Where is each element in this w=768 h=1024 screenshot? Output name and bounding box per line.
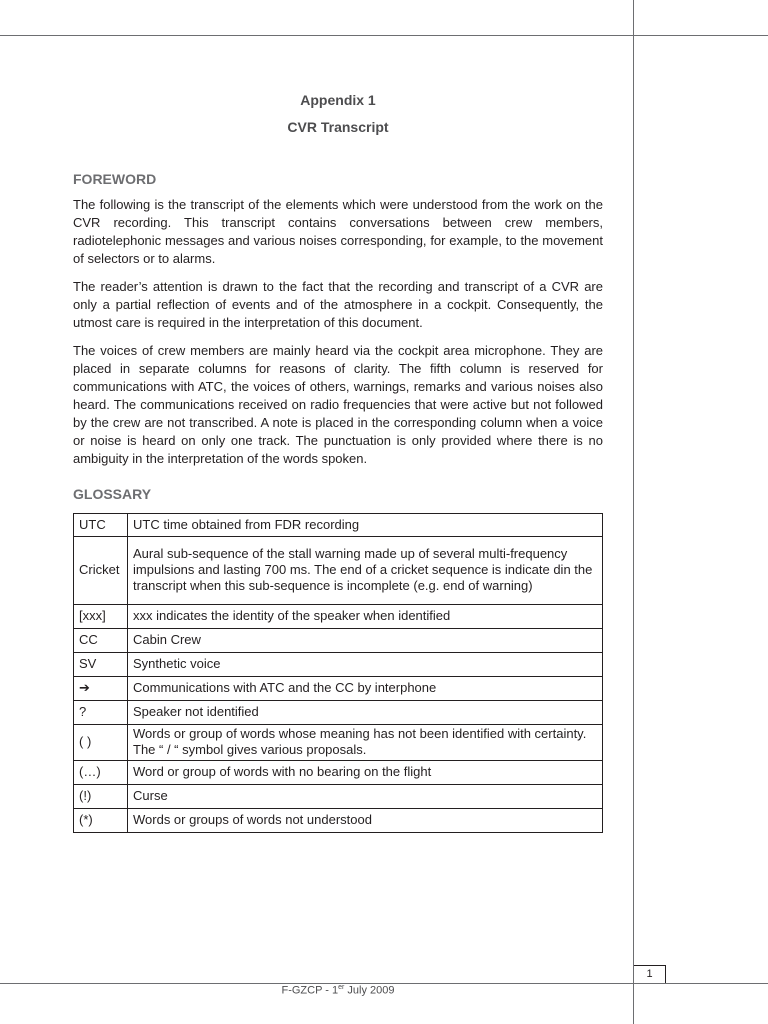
glossary-heading: GLOSSARY [73, 486, 152, 502]
glossary-definition: xxx indicates the identity of the speaker when identified [128, 605, 603, 629]
glossary-term: CC [74, 629, 128, 653]
table-row [74, 629, 603, 653]
glossary-term: (…) [74, 761, 128, 785]
glossary-table [73, 513, 603, 833]
glossary-definition: Words or group of words whose meaning has not been identified with certainty. The “ / “ symbol gives various proposals. [128, 725, 603, 761]
top-rule [0, 35, 768, 36]
document-body [73, 88, 603, 833]
table-row [74, 677, 603, 701]
table-row [74, 537, 603, 605]
glossary-term: (*) [74, 809, 128, 833]
glossary-definition: Speaker not identified [128, 701, 603, 725]
foreword-heading: FOREWORD [73, 171, 157, 187]
glossary-term: [xxx] [74, 605, 128, 629]
footer-text [200, 984, 476, 997]
table-row [74, 785, 603, 809]
glossary-definition: Communications with ATC and the CC by interphone [128, 677, 603, 701]
glossary-term: Cricket [74, 537, 128, 605]
foreword-paragraph-1: The following is the transcript of the elements which were understood from the work on the CVR recording. This transcript contains conversations between crew members, radiotelephonic messages and various noises corresponding, for example, to the movement of selectors or to alarms. [73, 197, 603, 266]
footer-superscript: er [338, 984, 345, 991]
glossary-term: UTC [74, 514, 128, 537]
table-row [74, 701, 603, 725]
glossary-definition: Cabin Crew [128, 629, 603, 653]
footer-suffix: July 2009 [344, 984, 395, 997]
arrow-icon: ➔ [74, 677, 128, 701]
margin-rule [633, 0, 634, 1024]
glossary-definition: Word or group of words with no bearing on the flight [128, 761, 603, 785]
table-row [74, 809, 603, 833]
glossary-definition: Aural sub-sequence of the stall warning made up of several multi-frequency impulsions and lasting 700 ms. The end of a cricket sequence is indicate din the transcript when this sub-sequence is incomplete (e.g. end of warning) [128, 537, 603, 605]
glossary-term: (!) [74, 785, 128, 809]
glossary-term: SV [74, 653, 128, 677]
appendix-title: Appendix 1 [300, 92, 376, 108]
glossary-term: ( ) [74, 725, 128, 761]
footer-prefix: F-GZCP - 1 [281, 984, 339, 997]
foreword-paragraph-2: The reader’s attention is drawn to the fact that the recording and transcript of a CVR are only a partial reflection of events and of the atmosphere in a cockpit. Consequently, the utmost care is required in the interpretation of this document. [73, 279, 603, 330]
foreword-paragraph-3: The voices of crew members are mainly heard via the cockpit area microphone. They are placed in separate columns for reasons of clarity. The fifth column is reserved for communications with ATC, the voices of others, warnings, remarks and various noises also heard. The communications received on radio frequencies that were active but not followed by the crew are not transcribed. A note is placed in the corresponding column when a voice or noise is heard on only one track. The punctuation is only provided where there is no ambiguity in the interpretation of the words spoken. [73, 343, 603, 466]
page-number: 1 [634, 965, 666, 983]
appendix-subtitle: CVR Transcript [287, 119, 389, 135]
table-row [74, 605, 603, 629]
glossary-definition: Synthetic voice [128, 653, 603, 677]
glossary-definition: Curse [128, 785, 603, 809]
table-row [74, 761, 603, 785]
table-row [74, 514, 603, 537]
glossary-definition: Words or groups of words not understood [128, 809, 603, 833]
glossary-term: ? [74, 701, 128, 725]
table-row [74, 653, 603, 677]
table-row [74, 725, 603, 761]
glossary-definition: UTC time obtained from FDR recording [128, 514, 603, 537]
